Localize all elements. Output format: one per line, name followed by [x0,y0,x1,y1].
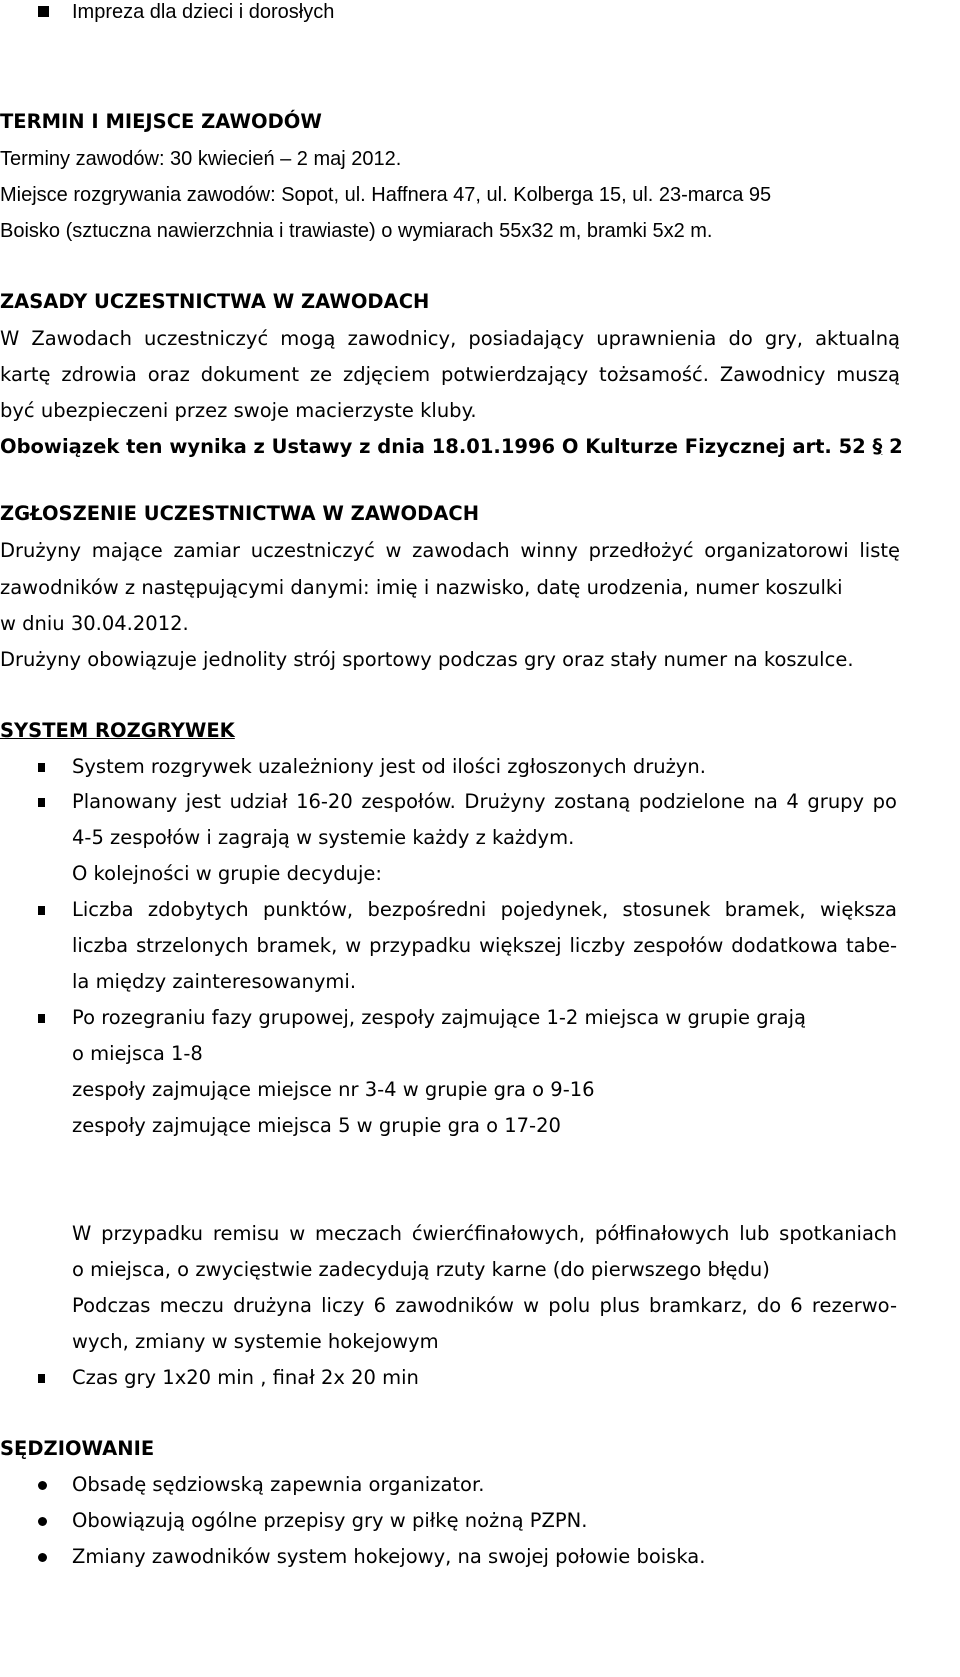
zgloszenie-line: Drużyny obowiązuje jednolity strój sportowy podczas gry oraz stały numer na koszulce. [0,648,854,671]
zgloszenie-line: zawodników z następującymi danymi: imię i nazwisko, datę urodzenia, numer koszulki [0,576,843,599]
zasady-line: kartę zdrowia oraz dokument ze zdjęciem potwierdzający tożsamość. Zawodnicy muszą [0,363,900,386]
zasady-line: być ubezpieczeni przez swoje macierzyste kluby. [0,399,477,422]
system-paragraph: W przypadku remisu w meczach ćwierćfinałowych, półfinałowych lub spotkaniach [72,1222,897,1245]
square-bullet-icon [38,798,45,807]
section-heading-zgloszenie: ZGŁOSZENIE UCZESTNICTWA W ZAWODACH [0,502,480,525]
system-bullet-cont: la między zainteresowanymi. [72,970,357,993]
system-bullet: System rozgrywek uzależniony jest od ilości zgłoszonych drużyn. [72,755,706,778]
section-heading-zasady: ZASADY UCZESTNICTWA W ZAWODACH [0,290,430,313]
section-heading-system: SYSTEM ROZGRYWEK [0,719,235,742]
sedziowanie-item: Obowiązują ogólne przepisy gry w piłkę nożną PZPN. [72,1509,588,1532]
system-bullet: Po rozegraniu fazy grupowej, zespoły zajmujące 1-2 miejsca w grupie grają [72,1006,806,1029]
section-sign: § [872,435,883,458]
section-heading-sedziowanie: SĘDZIOWANIE [0,1437,155,1460]
legal-basis-text: Obowiązek ten wynika z Ustawy z dnia 18.01.1996 O Kulturze Fizycznej art. 52 [0,435,873,458]
system-bullet-cont: zespoły zajmujące miejsce nr 3-4 w grupie gra o 9-16 [72,1078,595,1101]
system-bullet: Liczba zdobytych punktów, bezpośredni pojedynek, stosunek bramek, większa [72,898,897,921]
termin-field: Boisko (sztuczna nawierzchnia i trawiaste) o wymiarach 55x32 m, bramki 5x2 m. [0,220,713,242]
square-bullet-icon [38,1014,45,1023]
zgloszenie-line: Drużyny mające zamiar uczestniczyć w zawodach winny przedłożyć organizatorowi listę [0,539,900,562]
square-bullet-icon [38,763,45,772]
system-bullet-cont: zespoły zajmujące miejsca 5 w grupie gra o 17-20 [72,1114,561,1137]
round-bullet-icon [38,1553,47,1562]
square-bullet-icon [38,906,45,915]
system-bullet-cont: o miejsca 1-8 [72,1042,203,1065]
round-bullet-icon [38,1517,47,1526]
system-paragraph: wych, zmiany w systemie hokejowym [72,1330,439,1353]
system-order-label: O kolejności w grupie decyduje: [72,862,382,885]
system-paragraph: o miejsca, o zwycięstwie zadecydują rzuty karne (do pierwszego błędu) [72,1258,770,1281]
intro-item: Impreza dla dzieci i dorosłych [72,1,335,23]
system-paragraph: Podczas meczu drużyna liczy 6 zawodników w polu plus bramkarz, do 6 rezerwo- [72,1294,897,1317]
system-bullet-cont: liczba strzelonych bramek, w przypadku większej liczby zespołów dodatkowa tabe- [72,934,897,957]
termin-dates: Terminy zawodów: 30 kwiecień – 2 maj 2012. [0,148,402,170]
zgloszenie-line: w dniu 30.04.2012. [0,612,189,635]
square-bullet-icon [38,1374,45,1383]
legal-basis-paragraph: 2 [882,435,903,458]
system-bullet-cont: 4-5 zespołów i zagrają w systemie każdy z każdym. [72,826,575,849]
zasady-line: W Zawodach uczestniczyć mogą zawodnicy, posiadający uprawnienia do gry, aktualną [0,327,900,350]
sedziowanie-item: Zmiany zawodników system hokejowy, na swojej połowie boiska. [72,1545,706,1568]
square-bullet-icon [38,6,49,17]
termin-places: Miejsce rozgrywania zawodów: Sopot, ul. Haffnera 47, ul. Kolberga 15, ul. 23-marca 95 [0,184,772,206]
round-bullet-icon [38,1481,47,1490]
system-bullet: Czas gry 1x20 min , finał 2x 20 min [72,1366,419,1389]
zasady-legal-basis [0,435,903,459]
sedziowanie-item: Obsadę sędziowską zapewnia organizator. [72,1473,485,1496]
section-heading-termin: TERMIN I MIEJSCE ZAWODÓW [0,110,322,133]
system-bullet: Planowany jest udział 16-20 zespołów. Drużyny zostaną podzielone na 4 grupy po [72,790,897,813]
